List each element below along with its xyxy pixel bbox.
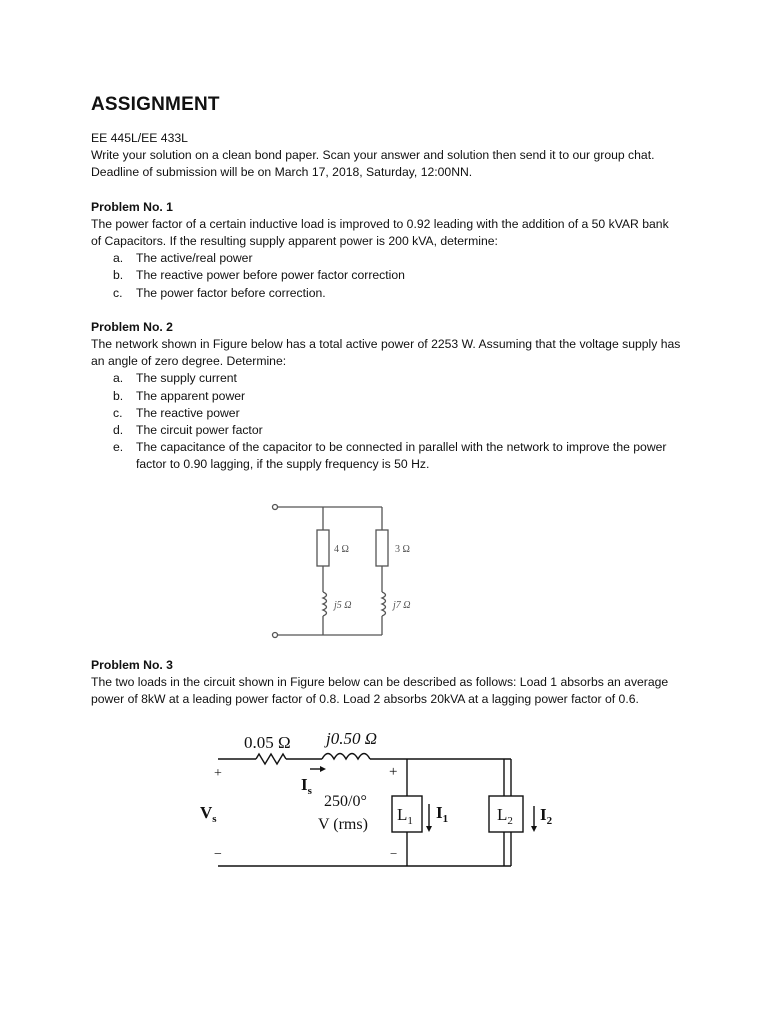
problem-3-heading: Problem No. 3 [91, 658, 173, 672]
list-item [91, 250, 681, 267]
list-letter: d. [113, 423, 124, 438]
vs-minus-sign: − [214, 847, 222, 862]
list-letter: a. [113, 371, 124, 386]
problem-3-block [91, 657, 681, 709]
list-item [91, 388, 681, 405]
inductor-j7-ohm [382, 592, 386, 616]
problem-3-text: The two loads in the circuit shown in Figure below can be described as follows: Load 1 absorbs an average power of 8kW at a leading power factor of 0.8. Load 2 absorbs 20kVA at a lagging power factor of 0.6. [91, 675, 669, 707]
label-l2: $L_2$ [497, 805, 513, 827]
list-letter: c. [113, 405, 123, 420]
resistor-4-ohm [317, 530, 329, 566]
list-item [91, 267, 681, 284]
list-item-text: The capacitance of the capacitor to be connected in parallel with the network to improve the power factor to 0.90 lagging, if the supply frequency is 50 Hz. [136, 440, 667, 472]
list-item-text: The reactive power before power factor correction [136, 268, 405, 283]
terminal-bottom [273, 633, 278, 638]
is-arrow-head [320, 766, 326, 772]
list-item [91, 439, 681, 473]
i1-arrow-head [426, 826, 432, 832]
label-i1: $I_1$ [436, 803, 449, 825]
list-item-text: The supply current [136, 371, 237, 386]
label-r1: 4 Ω [334, 544, 349, 555]
figure-2-circuit [196, 724, 562, 878]
label-vs: $V_s$ [200, 803, 217, 825]
line-resistor [256, 754, 286, 764]
list-item [91, 370, 681, 387]
label-x1: j5 Ω [334, 600, 352, 611]
figure-1-circuit [266, 500, 426, 642]
list-item-text: The circuit power factor [136, 423, 263, 438]
terminal-top [273, 505, 278, 510]
load-voltage-plus: + [389, 764, 398, 780]
i2-arrow-head [531, 826, 537, 832]
problem-1-list [91, 250, 681, 302]
list-letter: c. [113, 285, 123, 300]
list-letter: b. [113, 388, 124, 403]
problem-1-text: The power factor of a certain inductive load is improved to 0.92 leading with the addition of a 50 kVAR bank of Capacitors. If the resulting supply apparent power is 200 kVA, determine: [91, 216, 669, 249]
label-i2: $I_2$ [540, 805, 553, 827]
label-is: $I_s$ [301, 775, 312, 797]
list-letter: a. [113, 251, 124, 266]
label-x2: j7 Ω [393, 600, 411, 611]
label-line-resistance: 0.05 Ω [244, 733, 291, 752]
list-item [91, 405, 681, 422]
list-item-text: The active/real power [136, 251, 253, 266]
resistor-3-ohm [376, 530, 388, 566]
list-item-text: The power factor before correction. [136, 285, 326, 300]
line-inductor [322, 754, 370, 760]
list-letter: b. [113, 268, 124, 283]
vs-plus-sign: + [214, 766, 222, 781]
list-item-text: The apparent power [136, 388, 246, 403]
list-item [91, 422, 681, 439]
load-voltage-units: V (rms) [318, 816, 368, 833]
list-letter: e. [113, 440, 124, 455]
load-voltage-minus: − [390, 846, 398, 861]
problem-2-heading: Problem No. 2 [91, 319, 173, 334]
load-voltage-phasor: 250/0° [324, 793, 367, 810]
page-title: ASSIGNMENT [91, 94, 220, 115]
label-line-reactance: j0.50 Ω [326, 729, 378, 748]
list-item-text: The reactive power [136, 405, 240, 420]
label-l1: $L_1$ [397, 805, 413, 827]
problem-2-text: The network shown in Figure below has a total active power of 2253 W. Assuming that the voltage supply has an angle of zero degree. Determine: [91, 337, 681, 369]
problem-2-list [91, 370, 681, 473]
course-code: EE 445L/EE 433L [91, 131, 188, 145]
problem-1-heading: Problem No. 1 [91, 199, 173, 214]
label-r2: 3 Ω [395, 544, 410, 555]
inductor-j5-ohm [323, 592, 327, 616]
instructions-text: Write your solution on a clean bond paper. Scan your answer and solution then send it to our group chat. Deadline of submission will be on March 17, 2018, Saturday, 12:00NN. [91, 148, 655, 180]
list-item [91, 285, 681, 302]
